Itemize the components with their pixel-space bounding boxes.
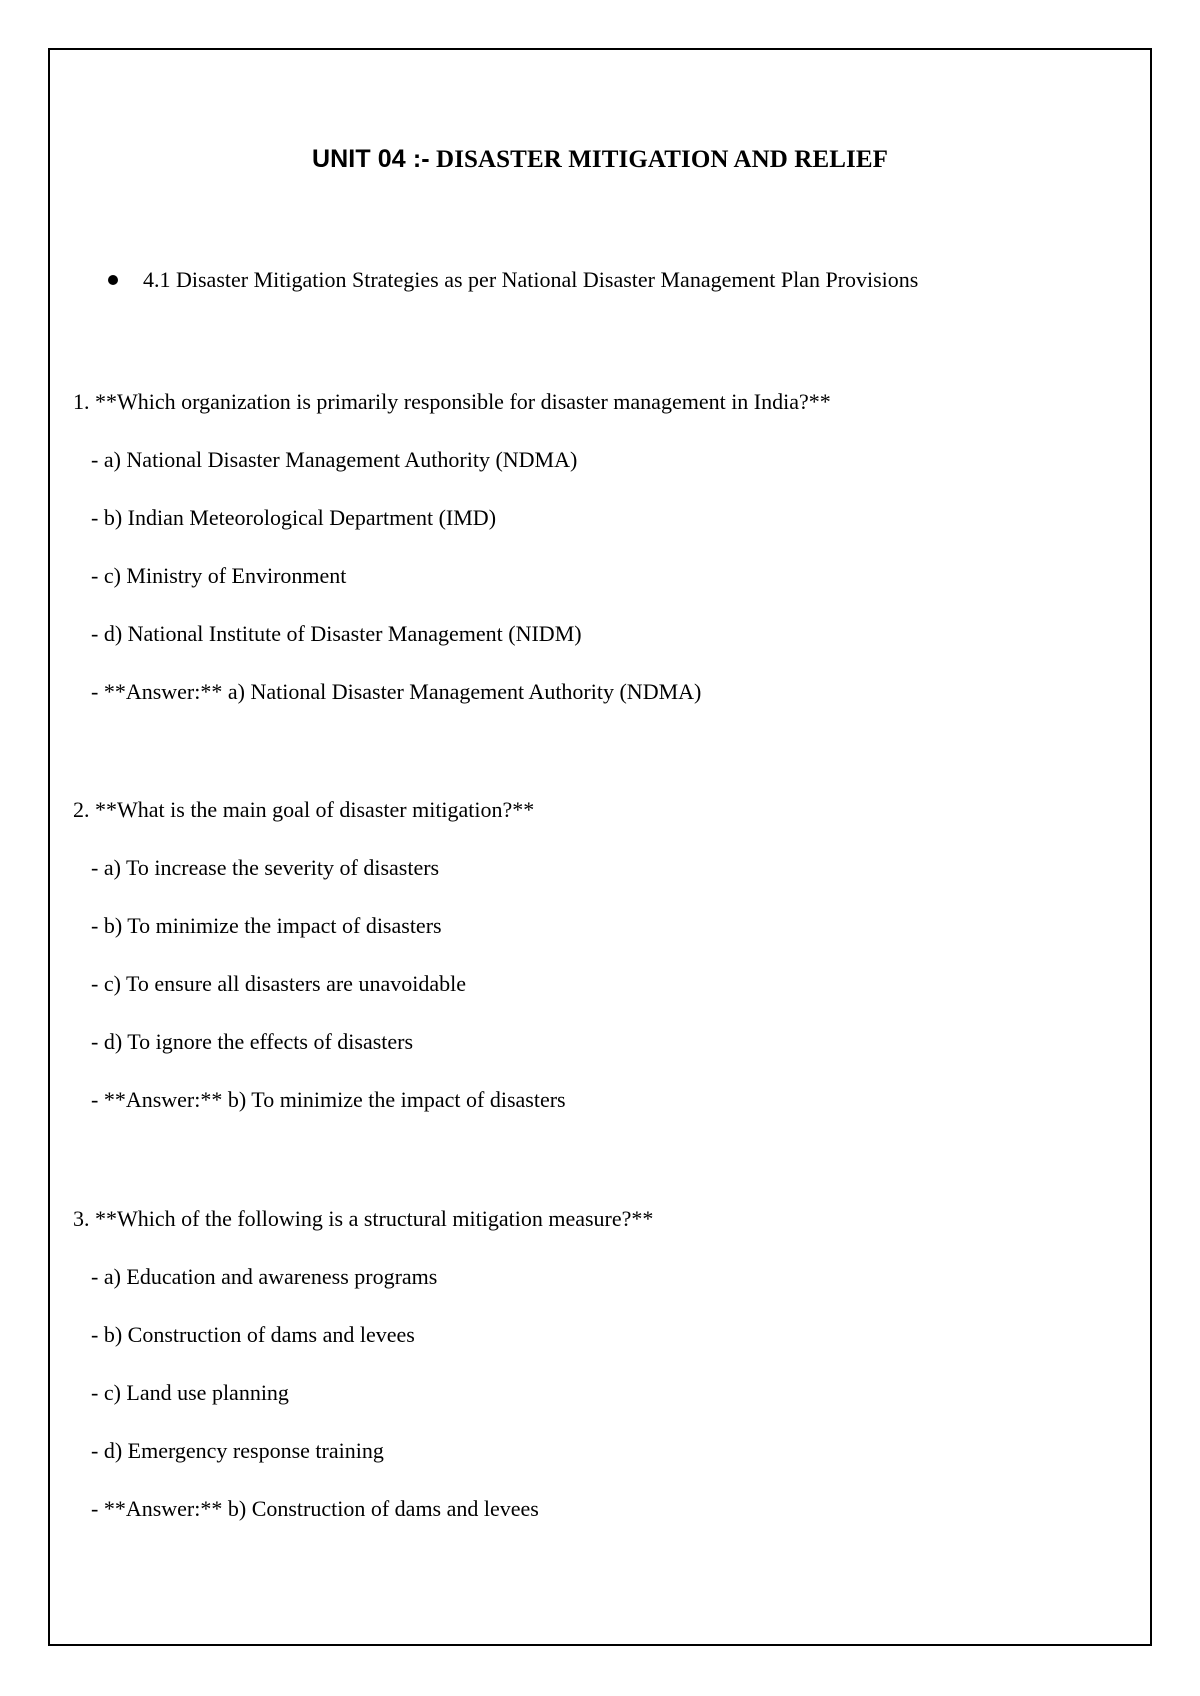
question-1-option-a: - a) National Disaster Management Authority (NDMA)	[91, 447, 578, 472]
question-3-answer: - **Answer:** b) Construction of dams and levees	[91, 1496, 539, 1521]
question-1-option-c: - c) Ministry of Environment	[91, 563, 347, 588]
section-bullet	[108, 267, 918, 293]
question-1-option-b: - b) Indian Meteorological Department (IMD)	[91, 505, 497, 530]
title-unit: UNIT 04 :-	[312, 145, 430, 173]
question-3: 3. **Which of the following is a structural mitigation measure?**	[73, 1206, 654, 1231]
bullet-icon	[108, 275, 118, 285]
question-1-option-d: - d) National Institute of Disaster Management (NIDM)	[91, 621, 582, 646]
question-2-answer: - **Answer:** b) To minimize the impact of disasters	[91, 1087, 566, 1112]
question-3-option-d: - d) Emergency response training	[91, 1438, 384, 1463]
section-heading: 4.1 Disaster Mitigation Strategies as per National Disaster Management Plan Provisions	[143, 267, 919, 292]
question-1-answer: - **Answer:** a) National Disaster Management Authority (NDMA)	[91, 679, 702, 704]
question-2-option-a: - a) To increase the severity of disasters	[91, 855, 440, 880]
question-2-option-b: - b) To minimize the impact of disasters	[91, 913, 442, 938]
question-3-option-c: - c) Land use planning	[91, 1380, 289, 1405]
question-3-option-a: - a) Education and awareness programs	[91, 1264, 438, 1289]
question-2-option-d: - d) To ignore the effects of disasters	[91, 1029, 414, 1054]
question-3-option-b: - b) Construction of dams and levees	[91, 1322, 415, 1347]
title-text: DISASTER MITIGATION AND RELIEF	[429, 146, 888, 173]
question-2: 2. **What is the main goal of disaster mitigation?**	[73, 797, 535, 822]
question-2-option-c: - c) To ensure all disasters are unavoidable	[91, 971, 466, 996]
question-1: 1. **Which organization is primarily responsible for disaster management in India?**	[73, 389, 831, 414]
page-title	[0, 145, 1200, 174]
